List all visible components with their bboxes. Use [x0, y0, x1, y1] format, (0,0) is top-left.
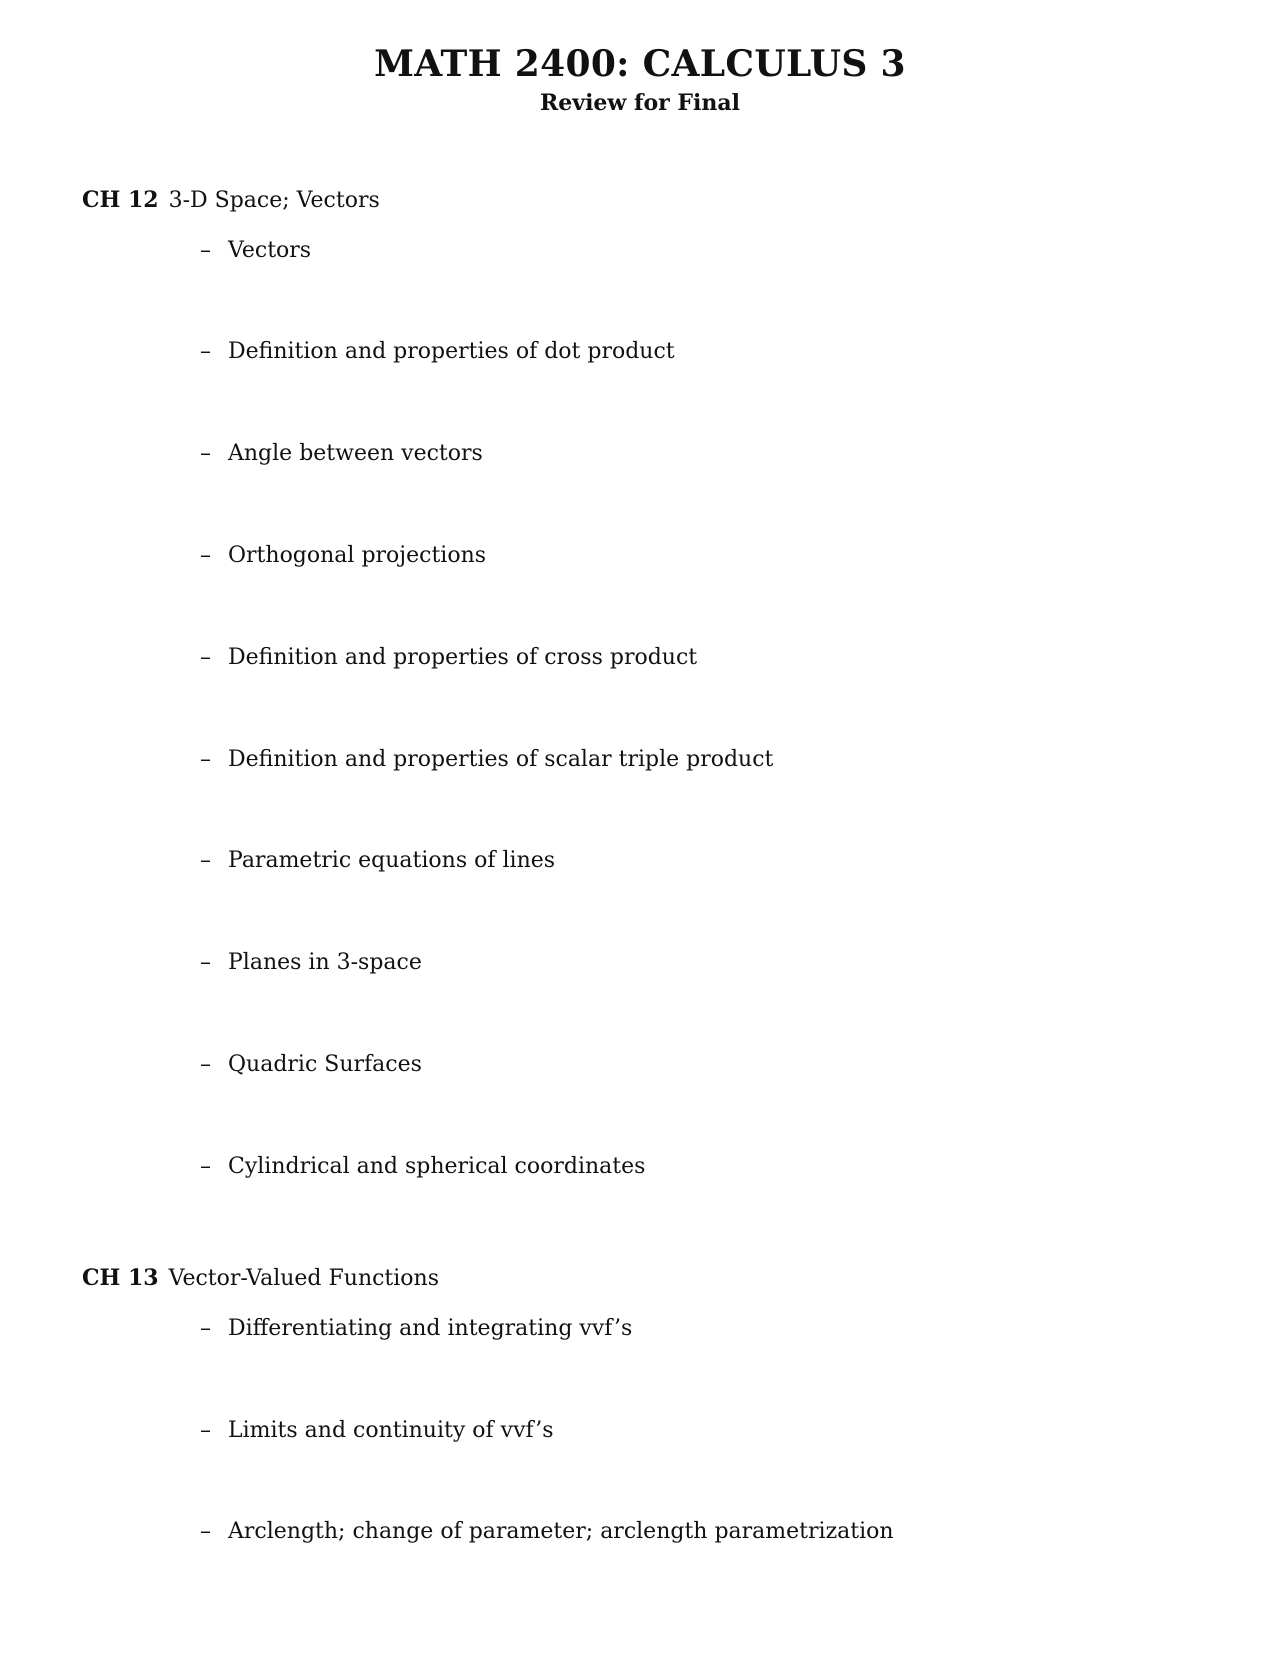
list-item	[200, 1314, 632, 1344]
dash-bullet: –	[200, 441, 211, 466]
list-item	[200, 948, 422, 978]
dash-bullet: –	[200, 238, 211, 263]
list-item	[200, 1416, 554, 1446]
chapter-heading-13	[82, 1263, 439, 1294]
list-item-text: Definition and properties of cross product	[228, 645, 698, 670]
dash-bullet: –	[200, 543, 211, 568]
chapter-title: Vector-Valued Functions	[168, 1266, 440, 1291]
list-item	[200, 1517, 894, 1547]
list-item-text: Arclength; change of parameter; arclength parametrization	[228, 1519, 894, 1544]
list-item	[200, 236, 311, 266]
dash-bullet: –	[200, 848, 211, 873]
page-title: MATH 2400: CALCULUS 3	[374, 43, 906, 85]
chapter-title: 3-D Space; Vectors	[168, 188, 380, 213]
list-item-text: Planes in 3-space	[228, 950, 422, 975]
dash-bullet: –	[200, 1316, 211, 1341]
dash-bullet: –	[200, 1052, 211, 1077]
list-item-text: Limits and continuity of vvf’s	[228, 1418, 554, 1443]
list-item	[200, 643, 697, 673]
list-item	[200, 439, 483, 469]
list-item-text: Definition and properties of dot product	[228, 339, 675, 364]
list-item-text: Vectors	[228, 238, 312, 263]
chapter-heading-12	[82, 185, 380, 216]
list-item-text: Differentiating and integrating vvf’s	[228, 1316, 633, 1341]
list-item-text: Definition and properties of scalar triple product	[228, 747, 774, 772]
dash-bullet: –	[200, 1418, 211, 1443]
list-item-text: Parametric equations of lines	[228, 848, 556, 873]
list-item	[200, 745, 773, 775]
list-item	[200, 541, 486, 571]
list-item	[200, 337, 675, 367]
dash-bullet: –	[200, 747, 211, 772]
page-subtitle: Review for Final	[540, 90, 740, 116]
dash-bullet: –	[200, 1154, 211, 1179]
list-item-text: Quadric Surfaces	[228, 1052, 422, 1077]
list-item-text: Orthogonal projections	[228, 543, 487, 568]
dash-bullet: –	[200, 339, 211, 364]
list-item	[200, 1152, 645, 1182]
chapter-label: CH 12	[82, 187, 159, 213]
list-item-text: Cylindrical and spherical coordinates	[228, 1154, 646, 1179]
dash-bullet: –	[200, 645, 211, 670]
dash-bullet: –	[200, 1519, 211, 1544]
chapter-label: CH 13	[82, 1265, 159, 1291]
list-item	[200, 846, 555, 876]
list-item-text: Angle between vectors	[228, 441, 483, 466]
list-item	[200, 1050, 422, 1080]
dash-bullet: –	[200, 950, 211, 975]
